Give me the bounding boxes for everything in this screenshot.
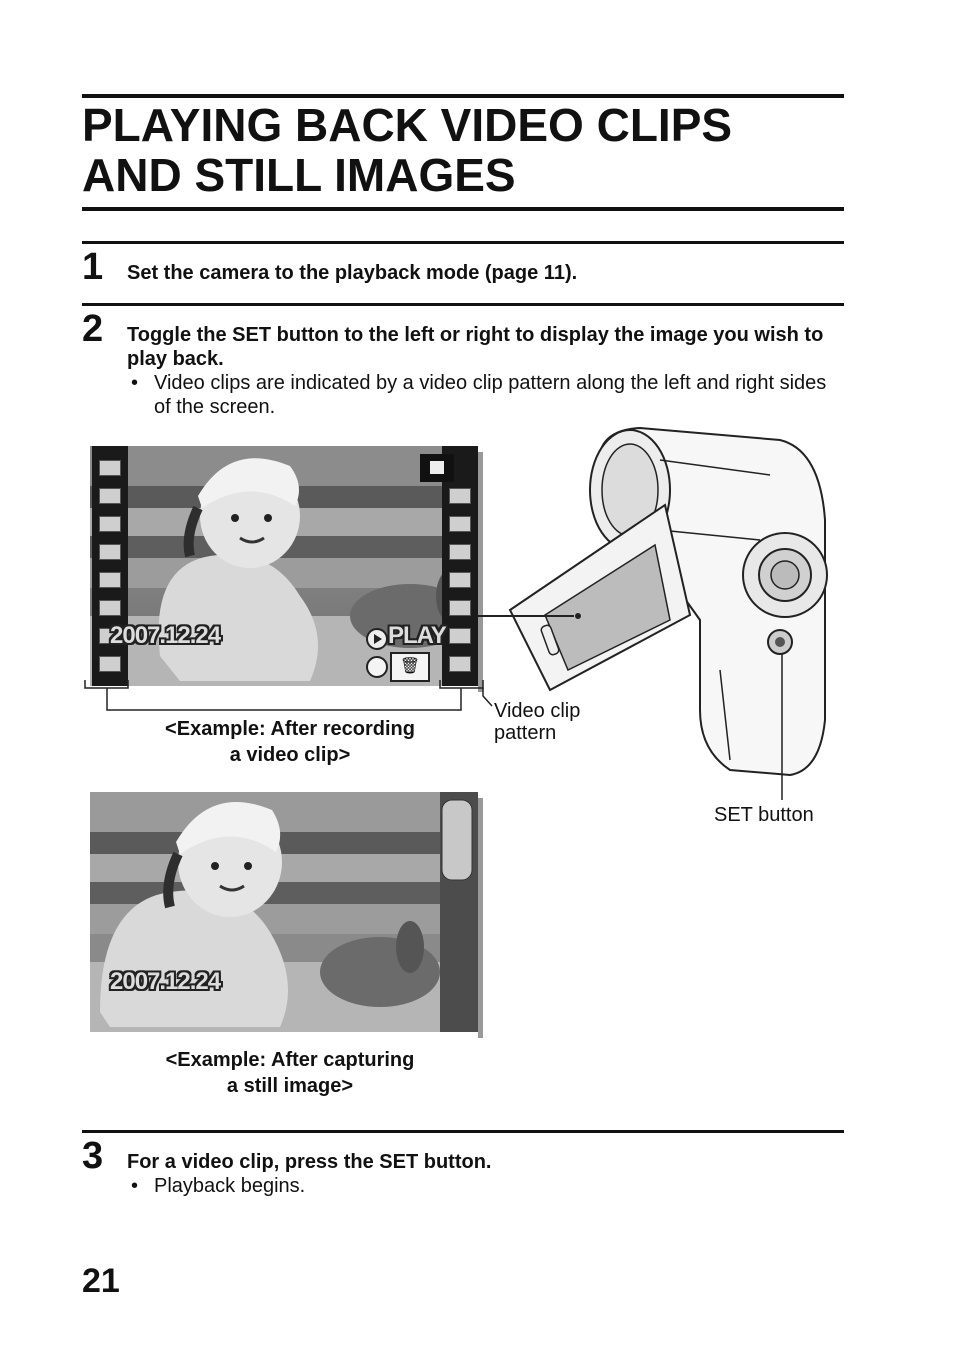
step-1-rule	[82, 241, 844, 244]
set-button-icon	[366, 656, 388, 678]
play-circle-icon	[366, 628, 388, 650]
right-film-strip	[442, 446, 478, 686]
play-label: PLAY	[388, 622, 446, 649]
step-2-rule	[82, 303, 844, 306]
video-caption-line2: a video clip>	[229, 744, 351, 766]
step-2-bullet	[127, 371, 842, 419]
step-2-heading: Toggle the SET button to the left or right to display the image you wish to play back.	[127, 324, 824, 370]
camera-illustration	[490, 420, 840, 800]
page-title: PLAYING BACK VIDEO CLIPS AND STILL IMAGES	[82, 99, 733, 201]
step-3-heading: For a video clip, press the SET button.	[127, 1151, 492, 1173]
video-mode-icon	[420, 454, 454, 482]
step-3-bullet-text: Playback begins.	[154, 1175, 306, 1197]
bullet-dot: •	[131, 1175, 139, 1197]
delete-icon: 🗑	[390, 652, 430, 682]
bullet-dot: •	[131, 372, 139, 394]
title-bottom-rule	[82, 207, 844, 211]
title-top-rule	[82, 94, 844, 98]
still-photo-shadow	[478, 798, 483, 1038]
left-film-strip	[92, 446, 128, 686]
step-1-number: 1	[82, 246, 104, 288]
photo-shadow	[478, 452, 483, 692]
pattern-callout-line	[478, 615, 574, 617]
still-example-photo	[90, 792, 478, 1032]
video-caption-line1: <Example: After recording	[165, 718, 415, 740]
video-date-stamp: 2007.12.24	[110, 622, 221, 649]
video-clip-pattern-bracket	[80, 676, 500, 716]
still-caption-line1: <Example: After capturing	[165, 1049, 415, 1071]
child-with-rabbit-image	[90, 446, 478, 686]
video-example-photo	[90, 446, 478, 686]
child-with-rabbit-still-image	[90, 792, 478, 1032]
step-2-bullet-text: Video clips are indicated by a video clip pattern along the left and right sides of the screen.	[154, 372, 827, 418]
set-button-label: SET button	[714, 804, 814, 826]
step-3-rule	[82, 1130, 844, 1133]
step-3-bullet	[127, 1174, 842, 1198]
step-2-number: 2	[82, 308, 104, 350]
video-clip-pattern-label-line2: pattern	[494, 722, 557, 744]
still-caption-line2: a still image>	[226, 1075, 354, 1097]
step-1-heading: Set the camera to the playback mode (page 11).	[127, 262, 578, 284]
still-date-stamp: 2007.12.24	[110, 968, 221, 995]
video-clip-pattern-label-line1: Video clip	[494, 700, 581, 722]
step-3-number: 3	[82, 1135, 104, 1177]
page-number: 21	[82, 1262, 120, 1300]
